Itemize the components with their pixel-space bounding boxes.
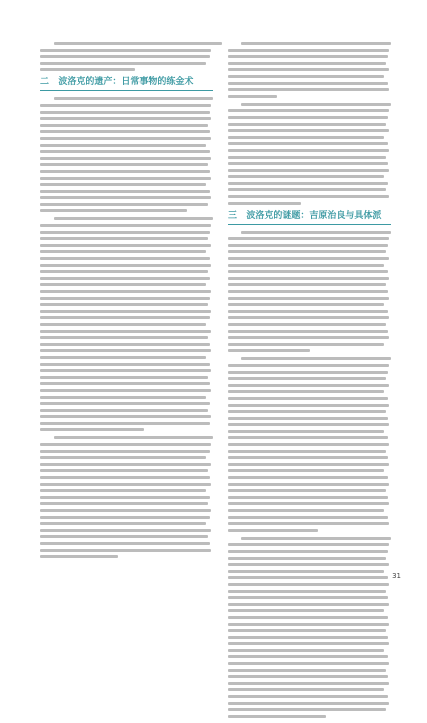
- text-line: [54, 217, 213, 220]
- text-line: [228, 410, 386, 413]
- text-line: [228, 156, 386, 159]
- text-line: [228, 616, 388, 619]
- text-line: [40, 522, 206, 525]
- text-line: [40, 542, 210, 545]
- text-line: [40, 144, 206, 147]
- text-line: [54, 436, 213, 439]
- section-number: 二: [40, 77, 50, 88]
- text-line: [228, 330, 388, 333]
- text-line: [228, 397, 388, 400]
- text-line: [228, 529, 318, 532]
- text-line: [228, 662, 389, 665]
- text-line: [228, 277, 389, 280]
- text-line: [40, 137, 211, 140]
- text-line: [228, 377, 386, 380]
- text-line: [40, 336, 208, 339]
- text-line: [40, 177, 211, 180]
- text-line: [228, 88, 389, 91]
- text-line: [40, 409, 208, 412]
- text-line: [40, 463, 211, 466]
- text-line: [241, 103, 391, 106]
- text-line: [40, 343, 210, 346]
- text-line: [228, 123, 386, 126]
- text-line: [228, 675, 388, 678]
- text-line: [228, 404, 389, 407]
- body-paragraph: [228, 42, 391, 98]
- text-line: [228, 49, 389, 52]
- text-line: [228, 708, 386, 711]
- body-paragraph: [228, 103, 391, 205]
- text-line: [54, 97, 213, 100]
- text-line: [228, 349, 310, 352]
- right-column: [228, 42, 391, 723]
- text-line: [40, 549, 211, 552]
- text-line: [228, 142, 388, 145]
- text-line: [40, 124, 208, 127]
- text-line: [40, 330, 211, 333]
- text-line: [228, 489, 386, 492]
- text-line: [40, 55, 210, 58]
- text-line: [40, 303, 208, 306]
- text-line: [228, 463, 389, 466]
- text-line: [228, 557, 386, 560]
- body-paragraph: [228, 231, 391, 353]
- text-line: [228, 570, 384, 573]
- text-line: [40, 49, 211, 52]
- text-line: [228, 543, 389, 546]
- text-line: [228, 390, 384, 393]
- text-line: [40, 428, 144, 431]
- text-line: [228, 450, 386, 453]
- text-line: [228, 62, 386, 65]
- text-line: [228, 609, 384, 612]
- text-line: [228, 384, 389, 387]
- page-number: 31: [392, 572, 401, 580]
- text-line: [228, 264, 384, 267]
- text-line: [228, 175, 384, 178]
- text-line: [228, 68, 389, 71]
- text-line: [228, 55, 388, 58]
- text-line: [228, 509, 384, 512]
- text-line: [40, 62, 206, 65]
- heading-rule: [40, 90, 213, 91]
- text-line: [228, 642, 389, 645]
- text-line: [228, 310, 388, 313]
- text-line: [228, 583, 389, 586]
- text-line: [228, 550, 388, 553]
- text-line: [40, 231, 210, 234]
- text-line: [40, 469, 208, 472]
- text-line: [228, 316, 389, 319]
- text-line: [40, 323, 206, 326]
- text-line: [40, 244, 211, 247]
- text-line: [228, 483, 389, 486]
- text-line: [40, 555, 118, 558]
- text-line: [40, 297, 210, 300]
- text-line: [40, 270, 208, 273]
- text-line: [54, 42, 222, 45]
- text-line: [40, 190, 210, 193]
- text-line: [228, 590, 386, 593]
- text-line: [228, 688, 384, 691]
- text-line: [40, 163, 208, 166]
- text-line: [228, 202, 301, 205]
- text-line: [228, 250, 386, 253]
- text-line: [228, 623, 389, 626]
- body-paragraph: [40, 217, 213, 431]
- text-line: [228, 522, 389, 525]
- text-line: [228, 502, 389, 505]
- text-line: [40, 483, 211, 486]
- text-line: [228, 496, 388, 499]
- heading-rule: [228, 224, 391, 225]
- text-line: [40, 209, 187, 212]
- text-line: [228, 476, 388, 479]
- text-line: [40, 376, 208, 379]
- text-line: [228, 283, 386, 286]
- text-line: [40, 382, 210, 385]
- text-line: [228, 297, 389, 300]
- text-line: [228, 436, 388, 439]
- body-paragraph: [40, 97, 213, 212]
- text-line: [228, 682, 389, 685]
- text-line: [228, 669, 386, 672]
- text-line: [40, 150, 210, 153]
- text-line: [40, 157, 211, 160]
- text-line: [241, 537, 391, 540]
- text-line: [40, 369, 211, 372]
- text-line: [40, 170, 210, 173]
- text-line: [228, 244, 388, 247]
- text-line: [228, 596, 388, 599]
- text-line: [228, 336, 389, 339]
- text-line: [40, 224, 211, 227]
- text-line: [40, 283, 206, 286]
- text-line: [40, 496, 210, 499]
- text-line: [40, 422, 210, 425]
- text-line: [40, 316, 210, 319]
- text-line: [228, 75, 384, 78]
- text-line: [40, 509, 211, 512]
- text-line: [228, 655, 388, 658]
- text-line: [40, 237, 208, 240]
- section-heading: [228, 210, 391, 222]
- text-line: [40, 310, 211, 313]
- text-line: [228, 702, 389, 705]
- text-line: [40, 349, 211, 352]
- section-title: 波洛克的遗产：日常事物的练金术: [58, 77, 194, 88]
- body-paragraph: [40, 436, 213, 558]
- text-line: [40, 104, 211, 107]
- text-line: [228, 417, 388, 420]
- text-line: [228, 343, 384, 346]
- text-line: [40, 130, 210, 133]
- text-line: [228, 430, 384, 433]
- text-line: [40, 356, 206, 359]
- text-line: [40, 402, 210, 405]
- text-line: [40, 415, 211, 418]
- text-line: [228, 603, 389, 606]
- text-line: [40, 277, 210, 280]
- text-line: [40, 529, 211, 532]
- text-line: [228, 82, 388, 85]
- text-line: [228, 371, 388, 374]
- text-line: [228, 237, 389, 240]
- body-paragraph: [228, 357, 391, 531]
- text-line: [228, 182, 388, 185]
- text-line: [40, 196, 211, 199]
- text-line: [40, 396, 206, 399]
- text-line: [40, 456, 206, 459]
- text-line: [228, 129, 389, 132]
- text-line: [241, 357, 391, 360]
- text-line: [228, 188, 386, 191]
- text-line: [228, 649, 384, 652]
- text-line: [40, 363, 210, 366]
- text-line: [228, 116, 388, 119]
- text-line: [40, 183, 206, 186]
- text-line: [228, 136, 384, 139]
- text-line: [40, 502, 208, 505]
- section-title: 波洛克的谜题：吉原治良与具体派: [246, 210, 382, 221]
- text-line: [228, 257, 389, 260]
- text-line: [40, 516, 210, 519]
- text-line: [40, 68, 135, 71]
- text-line: [40, 450, 210, 453]
- text-line: [228, 563, 389, 566]
- text-line: [228, 629, 386, 632]
- text-line: [40, 535, 208, 538]
- text-line: [228, 364, 389, 367]
- body-paragraph: [228, 537, 391, 718]
- text-line: [228, 195, 389, 198]
- text-line: [40, 489, 206, 492]
- text-line: [241, 42, 391, 45]
- text-line: [40, 111, 210, 114]
- text-line: [40, 443, 211, 446]
- text-line: [228, 443, 389, 446]
- text-line: [40, 203, 208, 206]
- text-line: [228, 636, 388, 639]
- text-line: [228, 162, 388, 165]
- text-line: [228, 516, 388, 519]
- text-line: [228, 290, 388, 293]
- section-number: 三: [228, 210, 238, 221]
- text-line: [228, 95, 277, 98]
- body-paragraph: [40, 42, 213, 71]
- section-heading: [40, 76, 213, 88]
- text-line: [228, 169, 389, 172]
- text-line: [228, 715, 326, 718]
- text-line: [228, 149, 389, 152]
- text-line: [40, 290, 211, 293]
- text-line: [40, 264, 211, 267]
- text-line: [40, 389, 211, 392]
- text-line: [40, 250, 206, 253]
- text-line: [228, 270, 388, 273]
- text-line: [228, 303, 384, 306]
- text-line: [228, 469, 384, 472]
- text-line: [40, 257, 210, 260]
- text-line: [228, 423, 389, 426]
- text-line: [228, 456, 388, 459]
- text-line: [241, 231, 391, 234]
- text-line: [228, 576, 388, 579]
- left-column: [40, 42, 213, 563]
- text-line: [40, 117, 211, 120]
- text-line: [228, 109, 389, 112]
- text-line: [228, 323, 386, 326]
- text-line: [228, 695, 388, 698]
- text-line: [40, 476, 210, 479]
